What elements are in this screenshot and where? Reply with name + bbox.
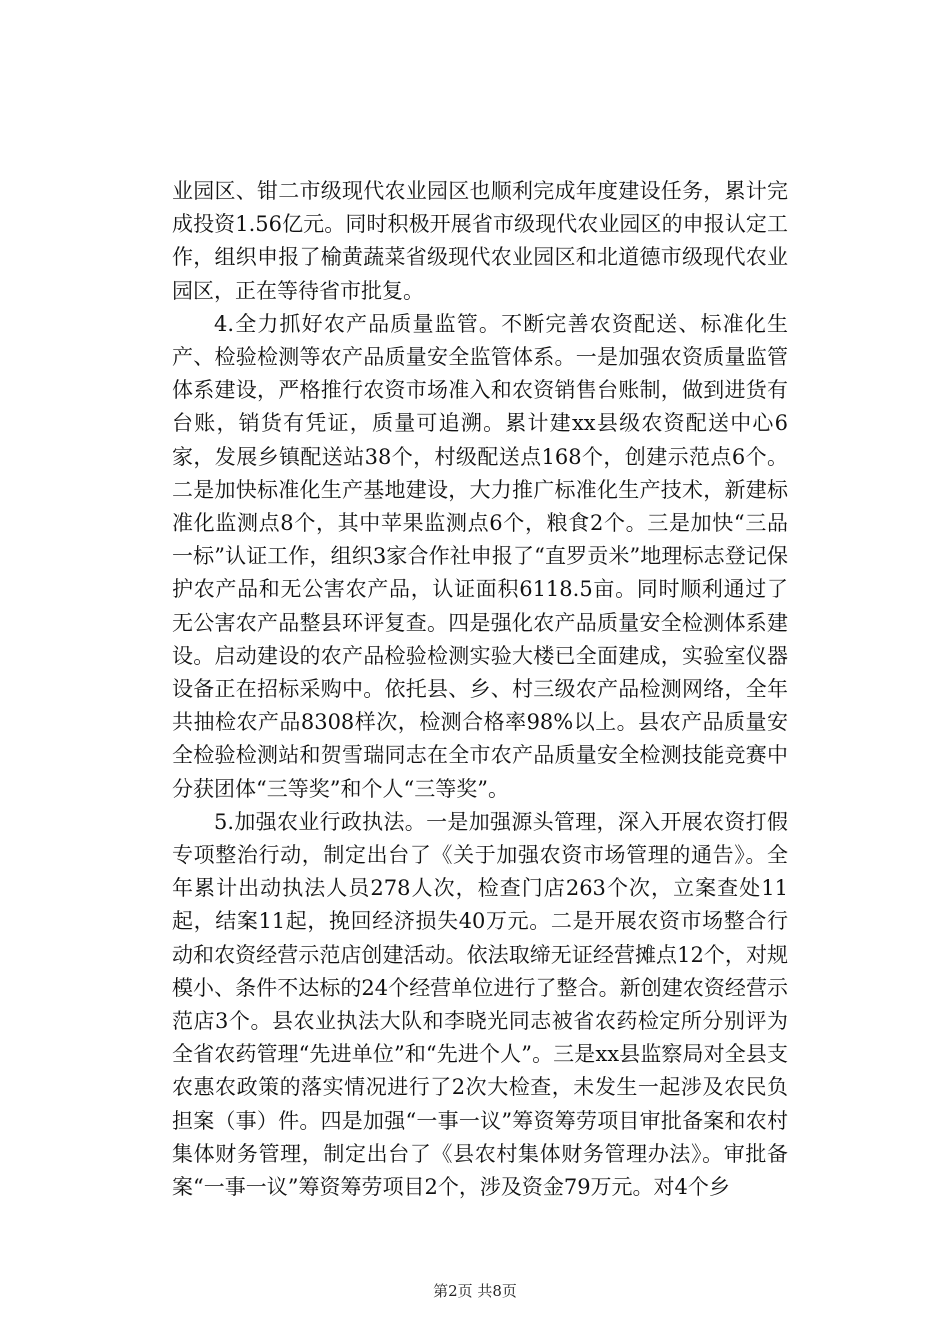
paragraph-law-enforcement: 5.加强农业行政执法。一是加强源头管理，深入开展农资打假专项整治行动，制定出台了《关于加强农资市场管理的通告》。全年累计出动执法人员278人次，检查门店263个次，立案查处11起，结案11起，挽回经济损失40万元。二是开展农资市场整合行动和农资经营示范店创建活动。依法取缔无证经营摊点12个，对规模小、条件不达标的24个经营单位进行了整合。新创建农资经营示范店3个。县农业执法大队和李晓光同志被省农药检定所分别评为全省农药管理“先进单位”和“先进个人”。三是xx县监察局对全县支农惠农政策的落实情况进行了2次大检查，未发生一起涉及农民负担案（事）件。四是加强“一事一议”筹资筹劳项目审批备案和农村集体财务管理，制定出台了《县农村集体财务管理办法》。审批备案“一事一议”筹资筹劳项目2个，涉及资金79万元。对4个乡 [172,809,788,1200]
paragraph-quality-supervision: 4.全力抓好农产品质量监管。不断完善农资配送、标准化生产、检验检测等农产品质量安全监管体系。一是加强农资质量监管体系建设，严格推行农资市场准入和农资销售台账制，做到进货有台账，销货有凭证，质量可追溯。累计建xx县级农资配送中心6家，发展乡镇配送站38个，村级配送点168个，创建示范点6个。二是加快标准化生产基地建设，大力推广标准化生产技术，新建标准化监测点8个，其中苹果监测点6个，粮食2个。三是加快“三品一标”认证工作，组织3家合作社申报了“直罗贡米”地理标志登记保护农产品和无公害农产品，认证面积6118.5亩。同时顺利通过了无公害农产品整县环评复查。四是强化农产品质量安全检测体系建设。启动建设的农产品检验检测实验大楼已全面建成，实验室仪器设备正在招标采购中。依托县、乡、村三级农产品检测网络，全年共抽检农产品8308样次，检测合格率98%以上。县农产品质量安全检验检测站和贺雪瑞同志在全市农产品质量安全检测技能竞赛中分获团体“三等奖”和个人“三等奖”。 [172,311,788,801]
document-body [172,175,788,1204]
paragraph-continuation: 业园区、钳二市级现代农业园区也顺利完成年度建设任务，累计完成投资1.56亿元。同时积极开展省市级现代农业园区的申报认定工作，组织申报了榆黄蔬菜省级现代农业园区和北道德市级现代农业园区，正在等待省市批复。 [172,179,788,303]
page-number-footer: 第2页 共8页 [433,1282,517,1300]
